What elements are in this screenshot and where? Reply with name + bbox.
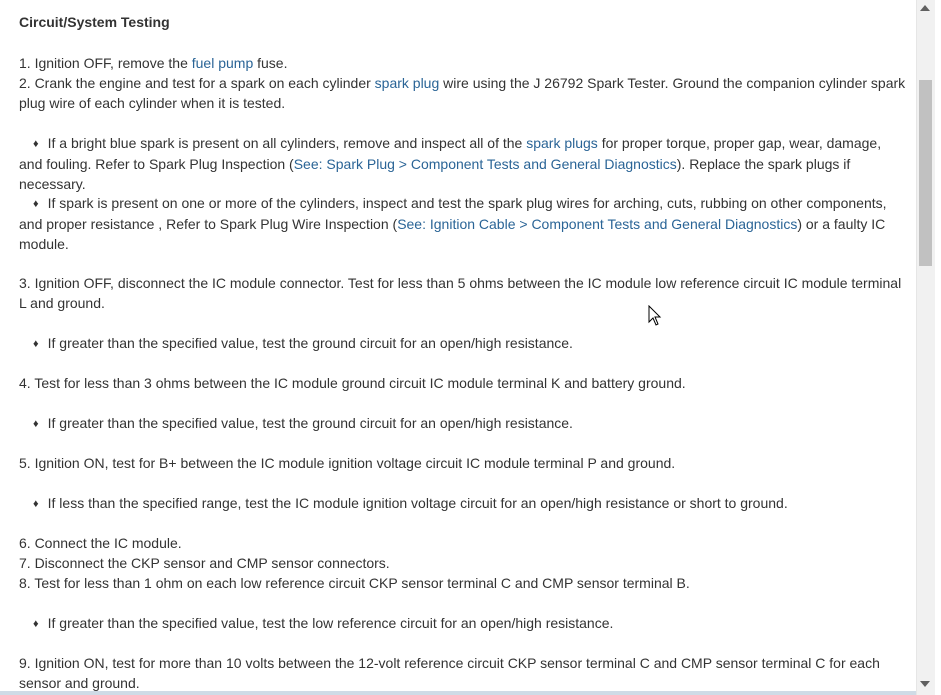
bottom-border (0, 691, 916, 695)
ignition-cable-tests-link[interactable]: See: Ignition Cable > Component Tests and General Diagnostics (397, 216, 798, 232)
fuel-pump-link[interactable]: fuel pump (191, 55, 254, 71)
vertical-scrollbar[interactable] (916, 0, 935, 695)
step-2: 2. Crank the engine and test for a spark on each cylinder spark plug wire using the J 26792 Spark Tester. Ground the companion cylinder spark plug wire of each cylinder when it is tested. (19, 75, 906, 111)
bullet-icon: ♦ (33, 138, 39, 150)
step-1: 1. Ignition OFF, remove the fuel pump fuse. (19, 55, 288, 71)
step-7: 7. Disconnect the CKP sensor and CMP sensor connectors. (19, 555, 390, 571)
step-2-bullet-a: ♦ If a bright blue spark is present on all cylinders, remove and inspect all of the spark plugs for proper torque, proper gap, wear, damage, and fouling. Refer to Spark Plug Inspection (See: Spark Plug > Component Tests and General Diagnostics). Replace the spark plugs if necessary. (19, 135, 882, 192)
step-8-bullet: ♦ If greater than the specified value, test the low reference circuit for an open/high resistance. (19, 613, 907, 634)
step-3-bullet: ♦ If greater than the specified value, test the ground circuit for an open/high resistance. (19, 333, 907, 354)
step-4-bullet: ♦ If greater than the specified value, test the ground circuit for an open/high resistance. (19, 413, 907, 434)
step-8: 8. Test for less than 1 ohm on each low reference circuit CKP sensor terminal C and CMP sensor terminal B. (19, 575, 690, 591)
scroll-down-icon[interactable] (920, 681, 930, 687)
step-4: 4. Test for less than 3 ohms between the IC module ground circuit IC module terminal K and battery ground. (19, 375, 686, 391)
spark-plugs-link[interactable]: spark plugs (526, 135, 598, 151)
scroll-up-icon[interactable] (920, 5, 930, 11)
mouse-pointer-icon (648, 305, 662, 330)
scrollbar-thumb[interactable] (919, 80, 932, 266)
bullet-icon: ♦ (33, 198, 39, 210)
right-edge (935, 0, 941, 695)
spark-plug-link[interactable]: spark plug (374, 75, 440, 91)
bullet-icon: ♦ (33, 418, 39, 430)
spark-plug-tests-link[interactable]: See: Spark Plug > Component Tests and General Diagnostics (293, 156, 677, 172)
step-9: 9. Ignition ON, test for more than 10 volts between the 12-volt reference circuit CKP sensor terminal C and CMP sensor terminal C for each sensor and ground. (19, 655, 880, 691)
bullet-icon: ♦ (33, 498, 39, 510)
section-heading: Circuit/System Testing (19, 14, 170, 30)
step-5-bullet: ♦ If less than the specified range, test the IC module ignition voltage circuit for an open/high resistance or short to ground. (19, 493, 907, 514)
bullet-icon: ♦ (33, 338, 39, 350)
step-5: 5. Ignition ON, test for B+ between the IC module ignition voltage circuit IC module terminal P and ground. (19, 455, 676, 471)
step-3: 3. Ignition OFF, disconnect the IC module connector. Test for less than 5 ohms between the IC module low reference circuit IC module terminal L and ground. (19, 275, 902, 311)
bullet-icon: ♦ (33, 618, 39, 630)
step-2-bullet-b: ♦ If spark is present on one or more of the cylinders, inspect and test the spark plug wires for arching, cuts, rubbing on other components, and proper resistance , Refer to Spark Plug Wire Inspection (See: Ignition Cable > Component Tests and General Diagnostics) or a faulty IC module. (19, 195, 887, 252)
step-6: 6. Connect the IC module. (19, 535, 182, 551)
